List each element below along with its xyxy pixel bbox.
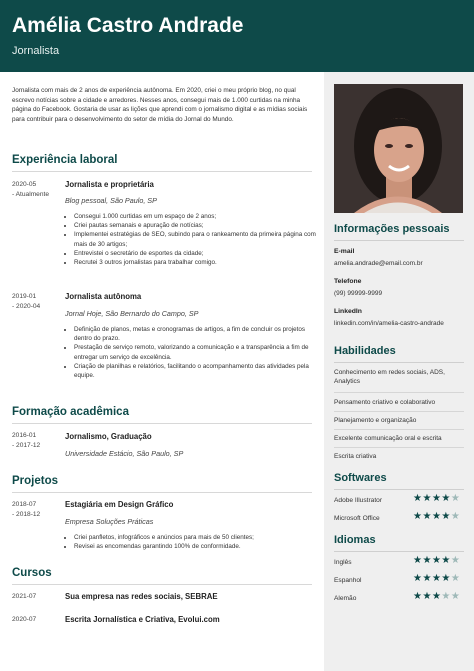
education-title: Jornalismo, Graduação — [65, 432, 152, 441]
section-divider — [334, 362, 464, 363]
skill-item: Planejamento e organização — [334, 417, 417, 424]
star-filled-icon: ★ — [431, 573, 442, 584]
star-filled-icon: ★ — [422, 573, 432, 584]
rating-stars — [413, 591, 460, 602]
section-heading-education: Formação acadêmica — [12, 406, 129, 418]
job-bullets — [65, 212, 320, 267]
skill-divider — [334, 429, 464, 430]
star-filled-icon: ★ — [413, 591, 423, 602]
phone-value: (99) 99999-9999 — [334, 290, 383, 297]
rating-stars — [413, 493, 460, 504]
star-empty-icon: ★ — [450, 511, 461, 522]
email-value[interactable]: amelia.andrade@email.com.br — [334, 260, 423, 267]
star-filled-icon: ★ — [422, 555, 432, 566]
candidate-name: Amélia Castro Andrade — [12, 14, 244, 37]
star-filled-icon: ★ — [431, 511, 442, 522]
section-heading-personal: Informações pessoais — [334, 223, 450, 235]
language-name: Inglês — [334, 559, 352, 566]
job-date: 2020-05 - Atualmente — [12, 181, 50, 198]
job-bullet: • Definição de planos, metas e cronogramas de artigos, a fim de concluir os projetos dentro do prazo. — [74, 325, 320, 343]
profile-photo — [334, 84, 463, 213]
section-divider — [12, 584, 312, 585]
section-heading-projects: Projetos — [12, 475, 59, 487]
star-filled-icon: ★ — [422, 511, 432, 522]
job-bullet: • Implementei estratégias de SEO, subindo para o rankeamento da primeira página com mais de 30 artigos; — [74, 230, 320, 248]
linkedin-link[interactable]: linkedin.com/in/amelia-castro-andrade — [334, 320, 444, 327]
star-filled-icon: ★ — [413, 555, 423, 566]
phone-label: Telefone — [334, 278, 362, 285]
linkedin-label: LinkedIn — [334, 308, 362, 315]
star-empty-icon: ★ — [450, 573, 461, 584]
software-name: Adobe Illustrator — [334, 497, 383, 504]
star-empty-icon: ★ — [450, 555, 461, 566]
star-filled-icon: ★ — [413, 511, 423, 522]
section-heading-courses: Cursos — [12, 567, 52, 579]
rating-stars — [413, 511, 460, 522]
project-date: 2018-07 - 2018-12 — [12, 501, 41, 518]
job-bullet: • Criação de planilhas e relatórios, facilitando o acompanhamento das atividades pela equipe. — [74, 362, 320, 380]
skill-divider — [334, 392, 464, 393]
star-empty-icon: ★ — [450, 493, 461, 504]
job-bullet: • Recrutei 3 outros jornalistas para trabalhar comigo. — [74, 258, 320, 267]
course-date: 2021-07 — [12, 593, 37, 600]
star-empty-icon: ★ — [450, 591, 461, 602]
project-bullets — [65, 533, 320, 551]
section-divider — [12, 171, 312, 172]
profile-summary: Jornalista com mais de 2 anos de experiência autônoma. Em 2020, criei o meu próprio blog, no qual escrevo notícias sobre a cidade e arredores. Nesses anos, consegui mais de 1.000 curtidas na minha página do Facebook. Gostaria de usar as lições que aprendi com o jornalismo digital e as mídias sociais para contribuir para o desenvolvimento do setor de mídia do Jornal do Mundo. — [12, 87, 308, 123]
star-filled-icon: ★ — [431, 591, 442, 602]
star-filled-icon: ★ — [422, 493, 432, 504]
skill-item: Pensamento criativo e colaborativo — [334, 399, 436, 406]
job-employer: Blog pessoal, São Paulo, SP — [65, 196, 157, 205]
job-bullet: • Entrevistei o secretário de esportes da cidade; — [74, 249, 320, 258]
course-title: Sua empresa nas redes sociais, SEBRAE — [65, 592, 218, 601]
skill-item: Escrita criativa — [334, 453, 377, 460]
job-title: Jornalista autônoma — [65, 292, 142, 301]
education-institution: Universidade Estácio, São Paulo, SP — [65, 449, 184, 458]
section-heading-experience: Experiência laboral — [12, 154, 118, 166]
section-heading-skills: Habilidades — [334, 345, 396, 357]
job-bullets — [65, 325, 320, 380]
star-filled-icon: ★ — [441, 511, 451, 522]
section-divider — [334, 551, 464, 552]
language-name: Alemão — [334, 595, 357, 602]
star-filled-icon: ★ — [413, 573, 423, 584]
star-filled-icon: ★ — [441, 573, 451, 584]
star-filled-icon: ★ — [422, 591, 432, 602]
skill-item: Conhecimento em redes sociais, ADS, Analytics — [334, 369, 445, 385]
job-title: Jornalista e proprietária — [65, 180, 154, 189]
star-filled-icon: ★ — [431, 493, 442, 504]
project-bullet: • Revisei as encomendas garantindo 100% de conformidade. — [74, 542, 320, 551]
job-date: 2019-01 - 2020-04 — [12, 293, 41, 310]
section-heading-software: Softwares — [334, 472, 387, 484]
job-employer: Jornal Hoje, São Bernardo do Campo, SP — [65, 309, 199, 318]
section-divider — [334, 489, 464, 490]
course-title: Escrita Jornalística e Criativa, Evolui.com — [65, 615, 220, 624]
star-filled-icon: ★ — [441, 493, 451, 504]
section-divider — [334, 240, 464, 241]
project-bullet: • Criei panfletos, infográficos e anúncios para mais de 50 clientes; — [74, 533, 320, 542]
job-bullet: • Criei pautas semanais e apuração de notícias; — [74, 221, 320, 230]
section-heading-languages: Idiomas — [334, 534, 376, 546]
email-label: E-mail — [334, 248, 355, 255]
candidate-title: Jornalista — [12, 45, 60, 57]
section-divider — [12, 423, 312, 424]
section-divider — [12, 492, 312, 493]
language-name: Espanhol — [334, 577, 362, 584]
star-filled-icon: ★ — [431, 555, 442, 566]
skill-divider — [334, 447, 464, 448]
education-date: 2016-01 - 2017-12 — [12, 432, 41, 449]
skill-item: Excelente comunicação oral e escrita — [334, 435, 442, 442]
course-date: 2020-07 — [12, 616, 37, 623]
star-filled-icon: ★ — [441, 555, 451, 566]
rating-stars — [413, 573, 460, 584]
skill-divider — [334, 411, 464, 412]
software-name: Microsoft Office — [334, 515, 380, 522]
job-bullet: • Prestação de serviço remoto, valorizando a comunicação e a transparência a fim de entregar um serviço de excelência. — [74, 343, 320, 361]
project-title: Estagiária em Design Gráfico — [65, 500, 174, 509]
rating-stars — [413, 555, 460, 566]
star-filled-icon: ★ — [413, 493, 423, 504]
job-bullet: • Consegui 1.000 curtidas em um espaço de 2 anos; — [74, 212, 320, 221]
project-company: Empresa Soluções Práticas — [65, 517, 154, 526]
star-empty-icon: ★ — [441, 591, 451, 602]
